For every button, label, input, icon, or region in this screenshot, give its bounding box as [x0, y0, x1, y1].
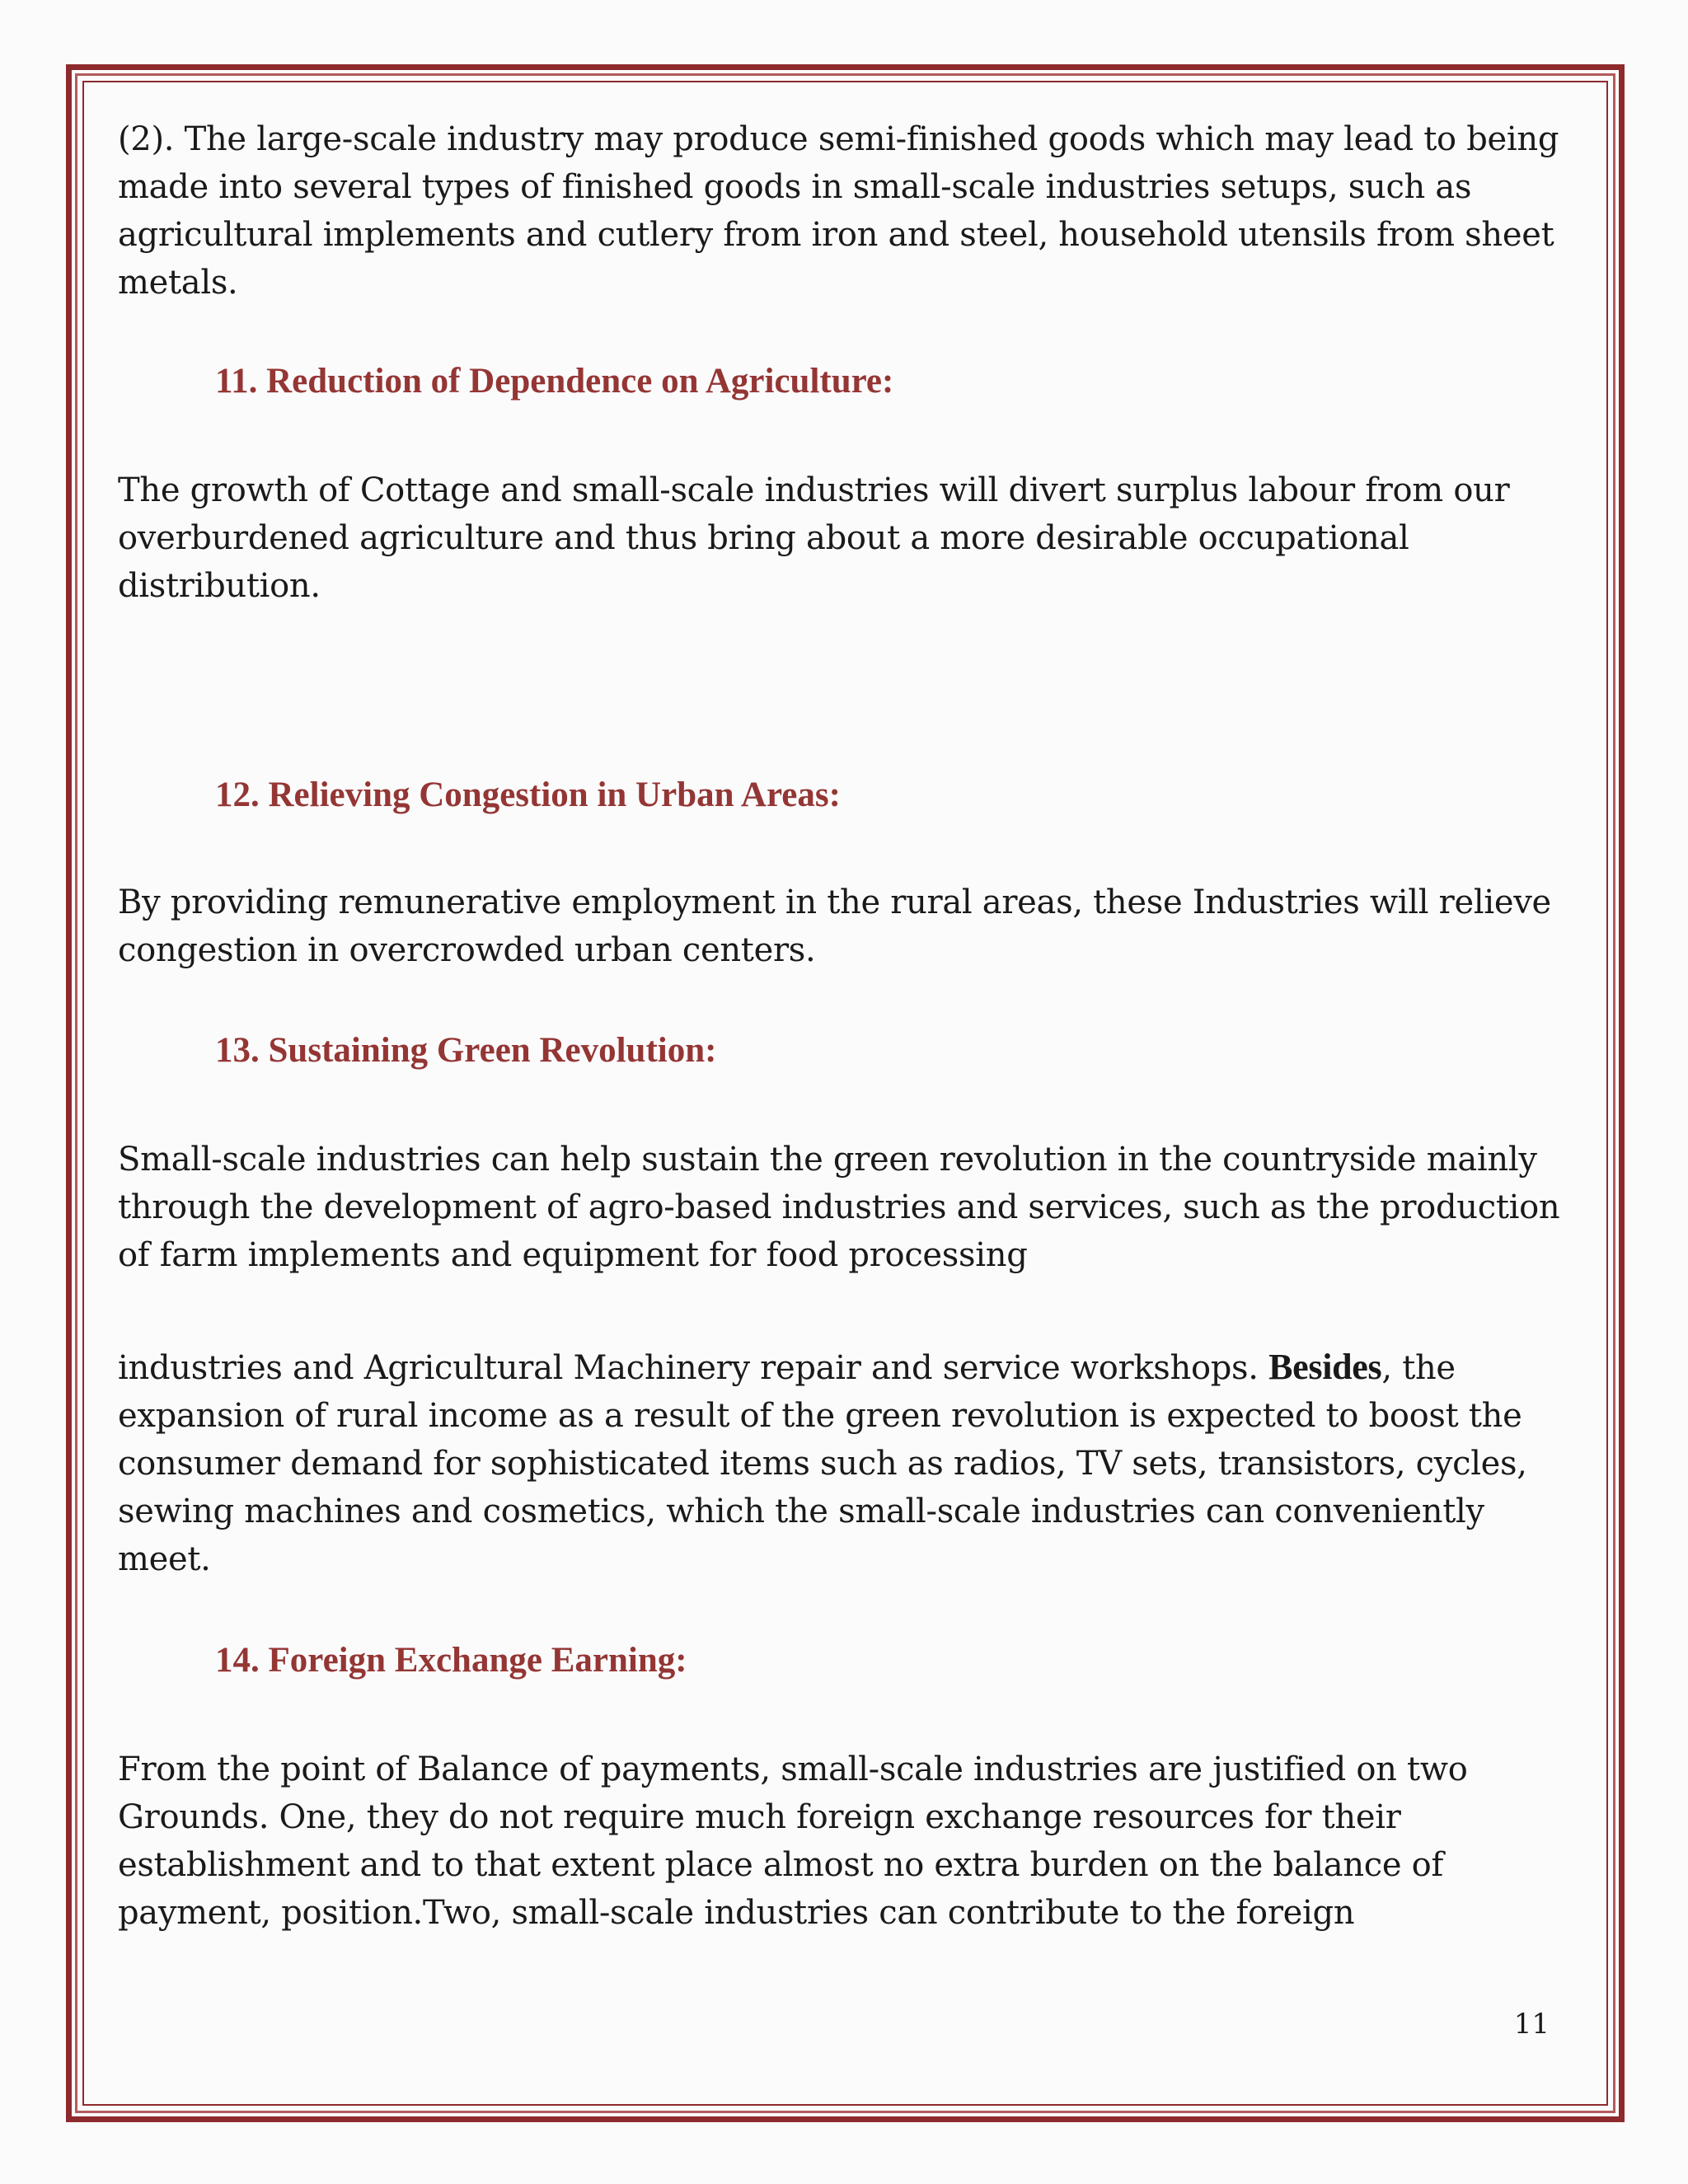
- heading-sustaining-green-revolution: 13. Sustaining Green Revolution:: [215, 1031, 717, 1070]
- paragraph-rural-income-rest: , the expansion of rural income as a result of the green revolution is expected to boost the consumer demand for sophisticated items such as radios, TV sets, transistors, cycles, sewing machines and cosmetics, which the small-scale industries can conveniently meet.: [118, 1349, 1527, 1578]
- paragraph-balance-of-payments: From the point of Balance of payments, small-scale industries are justified on two Grounds. One, they do not require much foreign exchange resources for their establishment and to that extent place almost no extra burden on the balance of payment, position.Two, small-scale industries can contribute to the foreign: [118, 1750, 1468, 1932]
- paragraph-rural-income-start: industries and Agricultural Machinery repair and service workshops.: [118, 1349, 1269, 1387]
- paragraph-rural-income: [118, 1343, 1560, 1583]
- heading-foreign-exchange-earning: 14. Foreign Exchange Earning:: [215, 1641, 687, 1680]
- paragraph-surplus-labour: The growth of Cottage and small-scale industries will divert surplus labour from our overburdened agriculture and thus bring about a more desirable occupational distribution.: [118, 471, 1510, 605]
- bold-word-besides: Besides: [1268, 1347, 1382, 1387]
- paragraph-semi-finished-goods: (2). The large-scale industry may produce semi-finished goods which may lead to being made into several types of finished goods in small-scale industries setups, such as agricultural implements and cutlery from iron and steel, household utensils from sheet metals.: [118, 120, 1559, 302]
- paragraph-agro-based-industries: Small-scale industries can help sustain the green revolution in the countryside mainly through the development of agro-based industries and services, such as the production of farm implements and equipment for food processing: [118, 1141, 1560, 1274]
- page-number: 11: [1513, 2008, 1550, 2041]
- heading-relieving-congestion: 12. Relieving Congestion in Urban Areas:: [215, 776, 841, 814]
- heading-reduction-of-dependence: 11. Reduction of Dependence on Agriculture:: [215, 362, 894, 401]
- paragraph-rural-employment: By providing remunerative employment in the rural areas, these Industries will relieve congestion in overcrowded urban centers.: [118, 883, 1551, 969]
